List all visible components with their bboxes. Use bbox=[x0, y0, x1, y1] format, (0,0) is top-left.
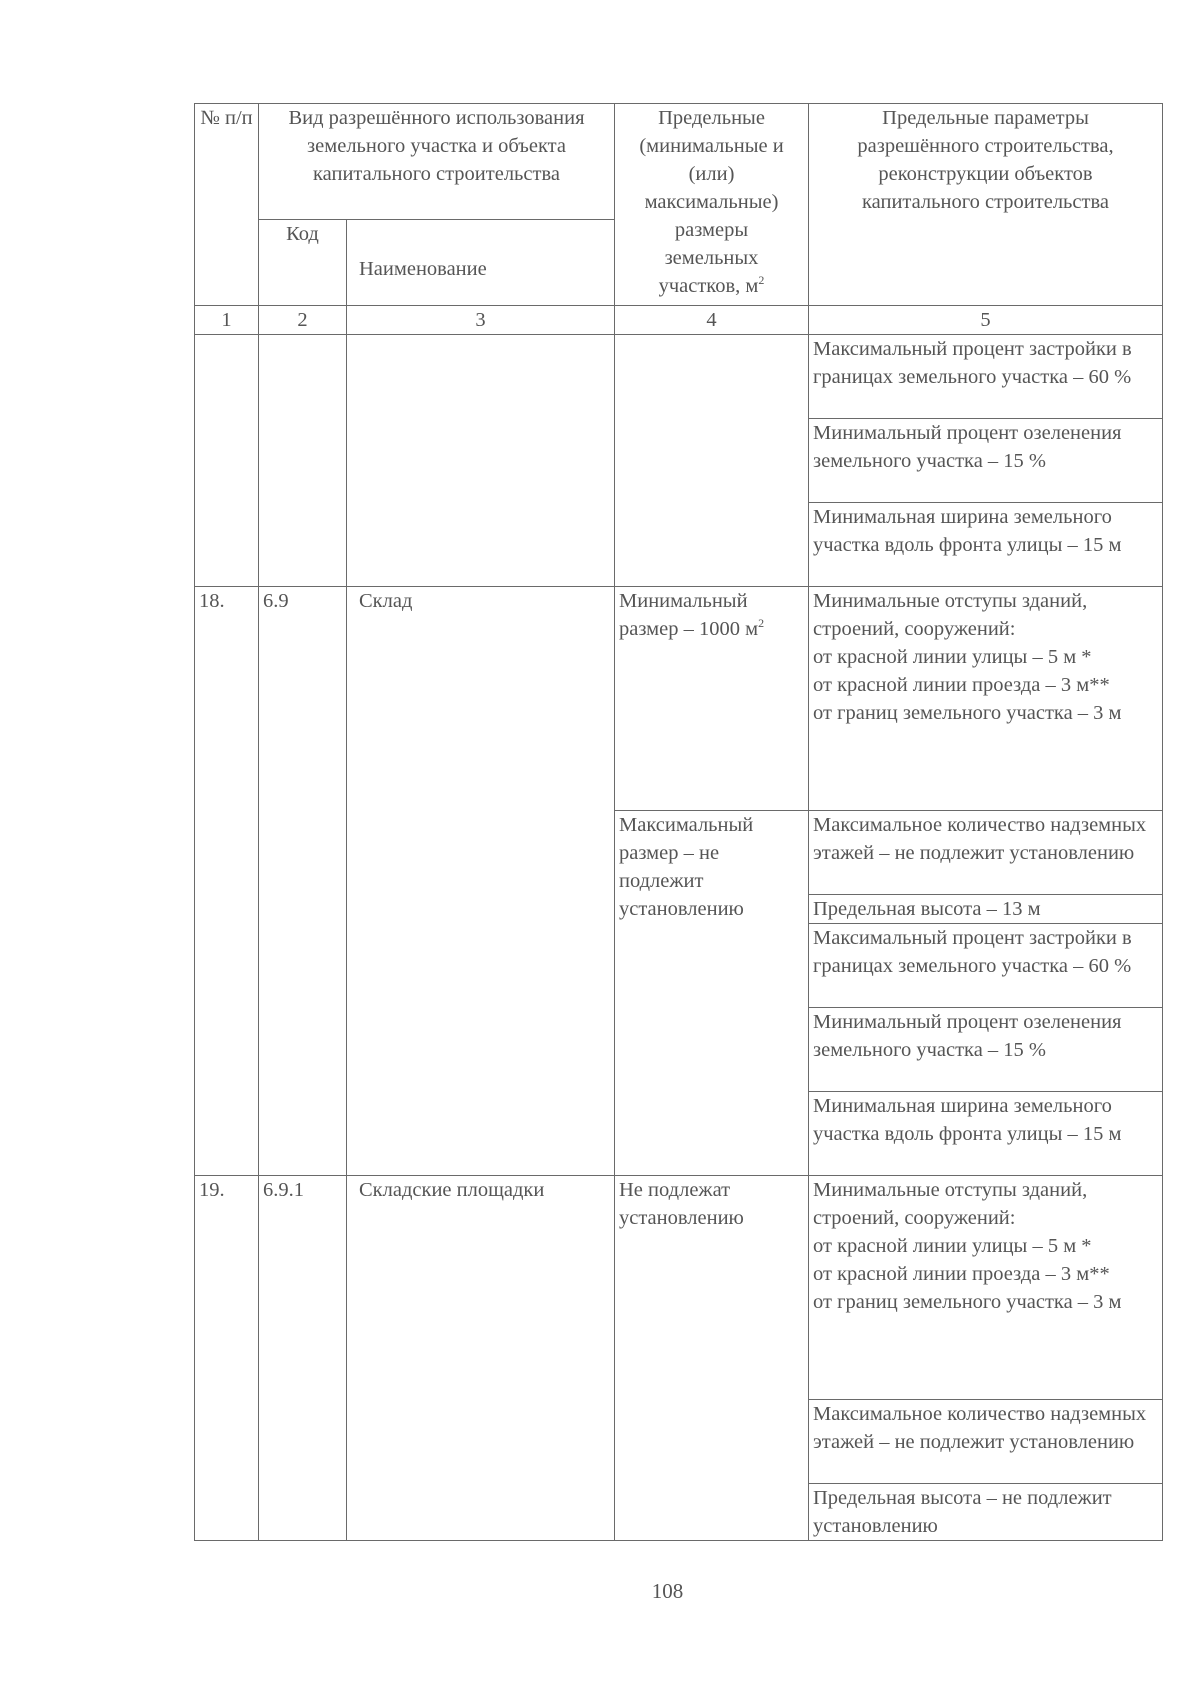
table-row bbox=[195, 335, 1163, 419]
column-number: 5 bbox=[809, 306, 1163, 335]
header-code: Код bbox=[259, 220, 347, 306]
header-name: Наименование bbox=[347, 220, 615, 306]
param-cell: Предельная высота – 13 м bbox=[809, 895, 1163, 924]
table-cell bbox=[259, 335, 347, 587]
table-cell bbox=[195, 335, 259, 587]
header-row-1 bbox=[195, 104, 1163, 220]
table-row bbox=[195, 587, 1163, 811]
param-cell: Минимальная ширина земельного участка вдоль фронта улицы – 15 м bbox=[809, 1092, 1163, 1176]
column-number: 1 bbox=[195, 306, 259, 335]
row-number: 19. bbox=[195, 1176, 259, 1541]
plot-size-max: Максимальный размер – не подлежит установлению bbox=[615, 811, 809, 1176]
header-number: № п/п bbox=[195, 104, 259, 306]
param-cell: Минимальные отступы зданий, строений, сооружений: от красной линии улицы – 5 м * от красной линии проезда – 3 м** от границ земельного участка – 3 м bbox=[809, 1176, 1163, 1400]
plot-size-min: Минимальный размер – 1000 $м^2$ bbox=[615, 587, 809, 811]
table-cell bbox=[347, 335, 615, 587]
use-name: Складские площадки bbox=[347, 1176, 615, 1541]
param-cell: Максимальное количество надземных этажей – не подлежит установлению bbox=[809, 1400, 1163, 1484]
column-number: 3 bbox=[347, 306, 615, 335]
plot-size: Не подлежат установлению bbox=[615, 1176, 809, 1541]
header-plot-sizes: Предельные (минимальные и (или) максимальные) размеры земельных участков, $м^2$ bbox=[615, 104, 809, 306]
use-code: 6.9 bbox=[259, 587, 347, 1176]
param-cell: Минимальный процент озеленения земельного участка – 15 % bbox=[809, 1008, 1163, 1092]
column-number-row bbox=[195, 306, 1163, 335]
column-number: 2 bbox=[259, 306, 347, 335]
column-number: 4 bbox=[615, 306, 809, 335]
use-name: Склад bbox=[347, 587, 615, 1176]
page-number: 108 bbox=[651, 1579, 684, 1603]
header-permitted-use: Вид разрешённого использования земельного участка и объекта капитального строительства bbox=[259, 104, 615, 220]
param-cell: Предельная высота – не подлежит установлению bbox=[809, 1484, 1163, 1541]
use-code: 6.9.1 bbox=[259, 1176, 347, 1541]
header-construction-params: Предельные параметры разрешённого строительства, реконструкции объектов капитального строительства bbox=[809, 104, 1163, 306]
param-cell: Минимальные отступы зданий, строений, сооружений: от красной линии улицы – 5 м * от красной линии проезда – 3 м** от границ земельного участка – 3 м bbox=[809, 587, 1163, 811]
param-cell: Минимальная ширина земельного участка вдоль фронта улицы – 15 м bbox=[809, 503, 1163, 587]
param-cell: Максимальный процент застройки в границах земельного участка – 60 % bbox=[809, 335, 1163, 419]
param-cell: Минимальный процент озеленения земельного участка – 15 % bbox=[809, 419, 1163, 503]
table-row bbox=[195, 1176, 1163, 1400]
table-cell bbox=[615, 335, 809, 587]
param-cell: Максимальный процент застройки в границах земельного участка – 60 % bbox=[809, 924, 1163, 1008]
zoning-parameters-table bbox=[194, 103, 1163, 1541]
row-number: 18. bbox=[195, 587, 259, 1176]
param-cell: Максимальное количество надземных этажей – не подлежит установлению bbox=[809, 811, 1163, 895]
